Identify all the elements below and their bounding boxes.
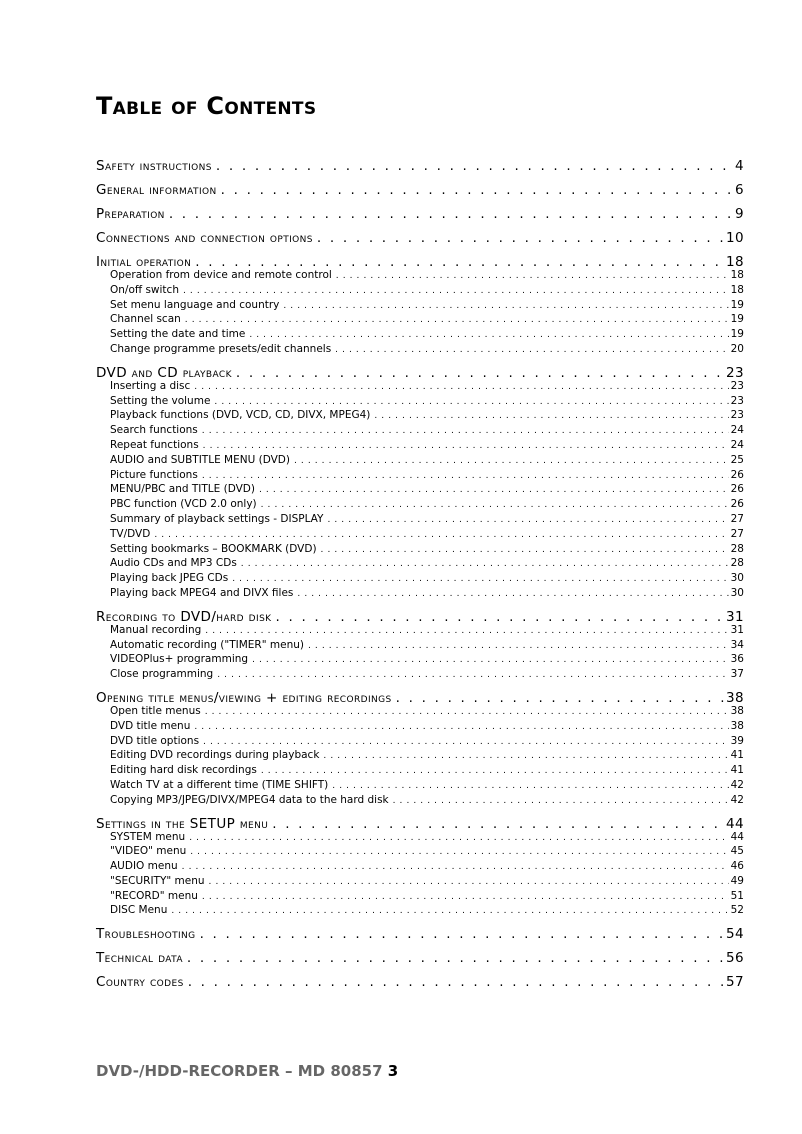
entry-page-number: 52 (730, 904, 744, 917)
entry-page-number: 20 (730, 342, 744, 355)
entry-label: VIDEOPlus+ programming (110, 653, 249, 666)
toc-subsection-entry[interactable] (110, 903, 744, 918)
toc-subsection-entry[interactable] (110, 497, 744, 512)
entry-label: Recording to DVD/hard disk (96, 608, 272, 625)
entry-page-number: 26 (730, 483, 744, 496)
entry-label: Setting the date and time (110, 328, 246, 341)
dot-leader (261, 763, 729, 779)
entry-label: Safety instructions (96, 158, 212, 174)
toc-subsection-list (110, 623, 744, 682)
entry-page-number: 26 (730, 468, 744, 481)
toc-subsection-entry[interactable] (110, 556, 744, 571)
entry-page-number: 23 (730, 394, 744, 407)
toc-subsection-entry[interactable] (110, 342, 744, 357)
entry-label: DVD title options (110, 734, 200, 747)
toc-subsection-entry[interactable] (110, 638, 744, 653)
entry-label: Channel scan (110, 313, 181, 326)
toc-subsection-entry[interactable] (110, 327, 744, 342)
toc-section-entry[interactable] (96, 178, 744, 202)
entry-page-number: 18 (730, 283, 744, 296)
entry-page-number: 38 (730, 719, 744, 732)
entry-label: Setting bookmarks – BOOKMARK (DVD) (110, 542, 317, 555)
entry-label: Settings in the SETUP menu (96, 815, 269, 832)
entry-label: Manual recording (110, 623, 202, 636)
toc-subsection-entry[interactable] (110, 623, 744, 638)
toc-subsection-entry[interactable] (110, 468, 744, 483)
entry-label: General information (96, 182, 217, 198)
toc-subsection-entry[interactable] (110, 482, 744, 497)
entry-label: Operation from device and remote control (110, 269, 332, 281)
entry-label: Opening title menus/viewing + editing recordings (96, 689, 392, 706)
toc-subsection-list (110, 704, 744, 808)
toc-subsection-entry[interactable] (110, 778, 744, 793)
dot-leader (202, 889, 729, 905)
entry-page-number: 24 (730, 424, 744, 437)
toc-subsection-entry[interactable] (110, 542, 744, 557)
dot-leader (297, 586, 728, 602)
entry-label: "RECORD" menu (110, 889, 198, 902)
footer-product: DVD-/HDD-RECORDER – MD 80857 (96, 1062, 383, 1080)
entry-label: DISC Menu (110, 904, 168, 917)
entry-page-number: 25 (730, 453, 744, 466)
entry-label: PBC function (VCD 2.0 only) (110, 498, 257, 511)
dot-leader (188, 970, 724, 994)
entry-label: DVD title menu (110, 719, 191, 732)
toc-subsection-entry[interactable] (110, 527, 744, 542)
entry-page-number: 24 (730, 438, 744, 451)
entry-label: Technical data (96, 950, 183, 967)
dot-leader (249, 327, 728, 343)
toc-subsection-entry[interactable] (110, 586, 744, 601)
dot-leader (200, 922, 724, 946)
entry-page-number: 38 (726, 689, 744, 706)
toc-subsection-entry[interactable] (110, 793, 744, 808)
dot-leader (294, 453, 729, 469)
entry-page-number: 19 (730, 328, 744, 341)
toc-section-entry[interactable] (96, 202, 744, 226)
dot-leader (202, 423, 729, 439)
toc-subsection-entry[interactable] (110, 889, 744, 904)
entry-page-number: 27 (730, 527, 744, 540)
entry-page-number: 31 (726, 608, 744, 625)
entry-label: Setting the volume (110, 394, 211, 407)
dot-leader (393, 793, 729, 809)
entry-page-number: 4 (735, 158, 744, 174)
entry-page-number: 37 (730, 668, 744, 681)
toc-subsection-entry[interactable] (110, 453, 744, 468)
toc-subsection-entry[interactable] (110, 423, 744, 438)
dot-leader (203, 734, 729, 750)
dot-leader (217, 667, 728, 683)
entry-page-number: 39 (730, 734, 744, 747)
dot-leader (183, 283, 729, 299)
toc-subsection-entry[interactable] (110, 571, 744, 586)
dot-leader (336, 268, 729, 284)
dot-leader (323, 748, 728, 764)
entry-page-number: 51 (730, 889, 744, 902)
entry-label: Repeat functions (110, 438, 199, 451)
toc-subsection-entry[interactable] (110, 719, 744, 734)
entry-page-number: 9 (735, 206, 744, 222)
toc-subsection-entry[interactable] (110, 379, 744, 394)
entry-page-number: 46 (730, 860, 744, 873)
dot-leader (202, 468, 729, 484)
toc-section-entry[interactable] (96, 226, 744, 250)
dot-leader (187, 946, 724, 970)
dot-leader (171, 903, 728, 919)
dot-leader (205, 623, 728, 639)
entry-page-number: 28 (730, 557, 744, 570)
entry-label: Country codes (96, 974, 184, 991)
entry-label: On/off switch (110, 283, 179, 296)
entry-page-number: 19 (730, 298, 744, 311)
toc-section-entry[interactable] (96, 970, 744, 994)
entry-label: Automatic recording ("TIMER" menu) (110, 638, 304, 651)
toc-subsection-entry[interactable] (110, 748, 744, 763)
dot-leader (169, 202, 733, 226)
entry-page-number: 30 (730, 586, 744, 599)
entry-page-number: 26 (730, 498, 744, 511)
entry-label: Troubleshooting (96, 926, 196, 943)
dot-leader (216, 154, 733, 178)
dot-leader (209, 874, 729, 890)
entry-page-number: 41 (730, 749, 744, 762)
entry-label: Search functions (110, 424, 198, 437)
dot-leader (182, 859, 729, 875)
entry-label: Connections and connection options (96, 230, 313, 246)
entry-page-number: 44 (726, 815, 744, 832)
dot-leader (259, 482, 729, 498)
dot-leader (190, 844, 728, 860)
entry-page-number: 42 (730, 778, 744, 791)
entry-label: "VIDEO" menu (110, 845, 187, 858)
entry-label: TV/DVD (110, 527, 151, 540)
toc-subsection-entry[interactable] (110, 763, 744, 778)
entry-page-number: 42 (730, 793, 744, 806)
entry-label: Editing DVD recordings during playback (110, 749, 320, 762)
entry-label: Audio CDs and MP3 CDs (110, 557, 237, 570)
toc-subsection-entry[interactable] (110, 859, 744, 874)
entry-label: Change programme presets/edit channels (110, 342, 332, 355)
entry-label: Playing back MPEG4 and DIVX files (110, 586, 294, 599)
toc-subsection-entry[interactable] (110, 312, 744, 327)
toc-section-entry[interactable] (96, 154, 744, 178)
entry-label: Picture functions (110, 468, 198, 481)
dot-leader (214, 394, 728, 410)
toc-subsection-list (110, 379, 744, 601)
toc-subsection-entry[interactable] (110, 408, 744, 423)
toc-section-entry[interactable] (96, 946, 744, 970)
dot-leader (252, 652, 729, 668)
entry-page-number: 38 (730, 704, 744, 717)
entry-page-number: 18 (730, 269, 744, 281)
entry-label: Open title menus (110, 704, 201, 717)
dot-leader (321, 542, 729, 558)
dot-leader (189, 830, 728, 846)
entry-page-number: 10 (726, 230, 744, 246)
entry-label: SYSTEM menu (110, 830, 186, 843)
toc-subsection-entry[interactable] (110, 394, 744, 409)
footer-page-number: 3 (387, 1062, 399, 1080)
dot-leader (283, 298, 728, 314)
entry-label: Playing back JPEG CDs (110, 572, 229, 585)
dot-leader (194, 379, 728, 395)
entry-page-number: 41 (730, 764, 744, 777)
entry-page-number: 23 (726, 364, 744, 381)
entry-label: Close programming (110, 668, 214, 681)
entry-label: DVD and CD playback (96, 364, 232, 381)
entry-label: Initial operation (96, 254, 192, 270)
dot-leader (232, 571, 728, 587)
entry-page-number: 36 (730, 653, 744, 666)
toc-subsection-list (110, 830, 744, 919)
entry-page-number: 18 (726, 254, 744, 270)
dot-leader (308, 638, 729, 654)
entry-page-number: 56 (726, 950, 744, 967)
entry-page-number: 23 (730, 409, 744, 422)
toc-subsection-entry[interactable] (110, 734, 744, 749)
entry-label: Preparation (96, 206, 165, 222)
dot-leader (374, 408, 728, 424)
entry-page-number: 57 (726, 974, 744, 991)
toc-subsection-entry[interactable] (110, 298, 744, 313)
toc-subsection-entry[interactable] (110, 283, 744, 298)
page-footer (96, 1062, 398, 1080)
entry-label: Watch TV at a different time (TIME SHIFT) (110, 778, 329, 791)
entry-label: Editing hard disk recordings (110, 764, 257, 777)
entry-label: Set menu language and country (110, 298, 280, 311)
dot-leader (203, 438, 729, 454)
dot-leader (194, 719, 728, 735)
entry-label: Inserting a disc (110, 379, 191, 392)
dot-leader (221, 178, 733, 202)
toc-subsection-entry[interactable] (110, 844, 744, 859)
toc-subsection-entry[interactable] (110, 667, 744, 682)
entry-label: "SECURITY" menu (110, 874, 205, 887)
dot-leader (335, 342, 728, 358)
entry-page-number: 30 (730, 572, 744, 585)
page-title: Table of Contents (96, 92, 317, 120)
entry-page-number: 19 (730, 313, 744, 326)
dot-leader (154, 527, 728, 543)
toc-subsection-entry[interactable] (110, 874, 744, 889)
toc-subsection-entry[interactable] (110, 704, 744, 719)
toc-section-entry[interactable] (96, 922, 744, 946)
dot-leader (332, 778, 728, 794)
entry-page-number: 27 (730, 512, 744, 525)
entry-label: Summary of playback settings - DISPLAY (110, 512, 324, 525)
dot-leader (327, 512, 728, 528)
toc-subsection-entry[interactable] (110, 652, 744, 667)
toc-subsection-entry[interactable] (110, 438, 744, 453)
entry-label: MENU/PBC and TITLE (DVD) (110, 483, 255, 496)
entry-label: AUDIO and SUBTITLE MENU (DVD) (110, 453, 290, 466)
entry-label: Playback functions (DVD, VCD, CD, DIVX, MPEG4) (110, 409, 371, 422)
dot-leader (185, 312, 729, 328)
entry-page-number: 49 (730, 874, 744, 887)
entry-label: AUDIO menu (110, 860, 178, 873)
toc-subsection-entry[interactable] (110, 512, 744, 527)
entry-page-number: 23 (730, 379, 744, 392)
entry-page-number: 45 (730, 845, 744, 858)
entry-label: Copying MP3/JPEG/DIVX/MPEG4 data to the hard disk (110, 793, 389, 806)
dot-leader (261, 497, 729, 513)
entry-page-number: 34 (730, 638, 744, 651)
entry-page-number: 6 (735, 182, 744, 198)
toc-subsection-list (110, 268, 744, 357)
dot-leader (205, 704, 729, 720)
entry-page-number: 31 (730, 623, 744, 636)
entry-page-number: 54 (726, 926, 744, 943)
dot-leader (317, 226, 724, 250)
table-of-contents (96, 154, 744, 994)
dot-leader (241, 556, 729, 572)
toc-subsection-entry[interactable] (110, 830, 744, 845)
entry-page-number: 44 (730, 830, 744, 843)
entry-page-number: 28 (730, 542, 744, 555)
